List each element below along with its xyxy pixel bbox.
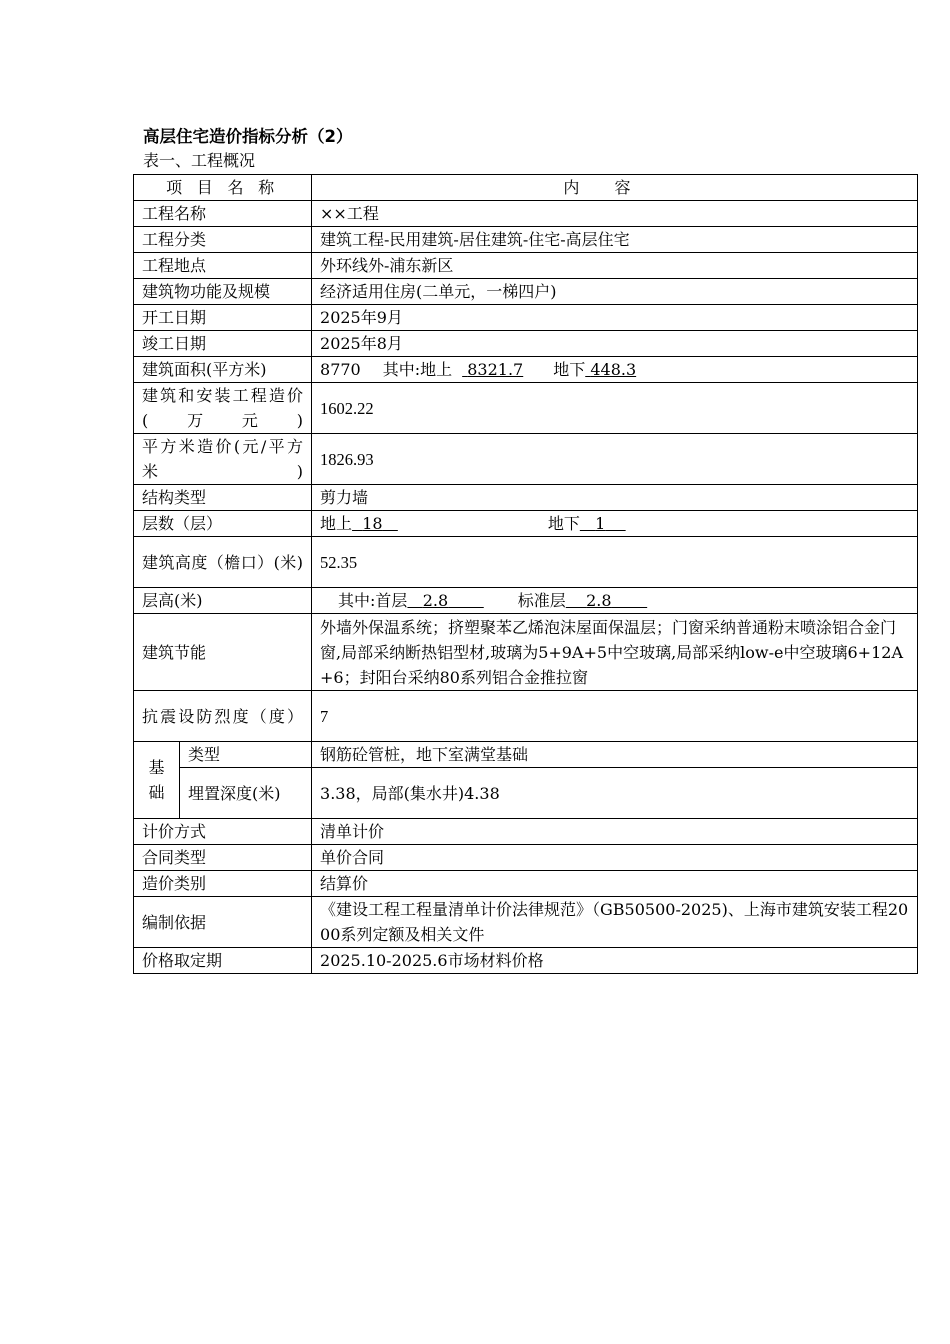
table-caption: 表一、工程概况 bbox=[143, 151, 256, 170]
label-seismic: 抗震设防烈度（度） bbox=[134, 691, 312, 742]
row-category bbox=[134, 227, 918, 253]
label-structure: 结构类型 bbox=[134, 485, 312, 511]
row-foundation-type bbox=[134, 742, 918, 768]
value-location: 外环线外-浦东新区 bbox=[312, 253, 918, 279]
value-cost-type: 结算价 bbox=[312, 871, 918, 897]
value-energy: 外墙外保温系统；挤塑聚苯乙烯泡沫屋面保温层；门窗采纳普通粉末喷涂铝合金门窗,局部采纳断热铝型材,玻璃为5+9A+5中空玻璃,局部采纳low-e中空玻璃6+12A+6；封阳台采纳80系列铝合金推拉窗 bbox=[312, 614, 918, 691]
row-contract bbox=[134, 845, 918, 871]
label-floors: 层数（层） bbox=[134, 511, 312, 537]
area-below-label: 地下 bbox=[553, 360, 586, 379]
row-pricing bbox=[134, 819, 918, 845]
label-basis: 编制依据 bbox=[134, 897, 312, 948]
label-area: 建筑面积(平方米) bbox=[134, 357, 312, 383]
floors-below: 1 bbox=[595, 514, 606, 533]
label-start-date: 开工日期 bbox=[134, 305, 312, 331]
row-function-scale bbox=[134, 279, 918, 305]
row-location bbox=[134, 253, 918, 279]
value-height: 52.35 bbox=[312, 537, 918, 588]
value-pricing: 清单计价 bbox=[312, 819, 918, 845]
label-category: 工程分类 bbox=[134, 227, 312, 253]
row-foundation-depth bbox=[134, 768, 918, 819]
row-project-name bbox=[134, 201, 918, 227]
value-price-period: 2025.10-2025.6市场材料价格 bbox=[312, 948, 918, 974]
document-title: 高层住宅造价指标分析（2） bbox=[143, 127, 353, 146]
label-cost-type: 造价类别 bbox=[134, 871, 312, 897]
header-item-name: 项 目 名 称 bbox=[134, 175, 312, 201]
value-foundation-depth: 3.38，局部(集水井)4.38 bbox=[312, 768, 918, 819]
value-seismic: 7 bbox=[312, 691, 918, 742]
project-overview-table bbox=[133, 174, 918, 974]
area-above-ground: 8321.7 bbox=[467, 360, 524, 379]
value-floors bbox=[312, 511, 918, 537]
label-energy: 建筑节能 bbox=[134, 614, 312, 691]
row-structure bbox=[134, 485, 918, 511]
value-contract: 单价合同 bbox=[312, 845, 918, 871]
floors-above: 18 bbox=[362, 514, 383, 533]
label-unit-cost: 平方米造价(元/平方米) bbox=[134, 434, 312, 485]
row-start-date bbox=[134, 305, 918, 331]
value-basis: 《建设工程工程量清单计价法律规范》（GB50500-2025)、上海市建筑安装工程2000系列定额及相关文件 bbox=[312, 897, 918, 948]
label-location: 工程地点 bbox=[134, 253, 312, 279]
row-area bbox=[134, 357, 918, 383]
value-function-scale: 经济适用住房(二单元，一梯四户) bbox=[312, 279, 918, 305]
value-structure: 剪力墙 bbox=[312, 485, 918, 511]
label-contract: 合同类型 bbox=[134, 845, 312, 871]
floor-height-first: 2.8 bbox=[422, 591, 449, 610]
label-height: 建筑高度（檐口）(米) bbox=[134, 537, 312, 588]
label-project-name: 工程名称 bbox=[134, 201, 312, 227]
floor-height-std-label: 标准层 bbox=[517, 591, 566, 610]
row-height bbox=[134, 537, 918, 588]
row-price-period bbox=[134, 948, 918, 974]
label-foundation-type: 类型 bbox=[180, 742, 312, 768]
row-energy bbox=[134, 614, 918, 691]
table-header-row bbox=[134, 175, 918, 201]
row-end-date bbox=[134, 331, 918, 357]
value-area bbox=[312, 357, 918, 383]
value-foundation-type: 钢筋砼管桩，地下室满堂基础 bbox=[312, 742, 918, 768]
label-cost: 建筑和安装工程造价(万元) bbox=[134, 383, 312, 434]
value-project-name: ××工程 bbox=[312, 201, 918, 227]
row-basis bbox=[134, 897, 918, 948]
label-end-date: 竣工日期 bbox=[134, 331, 312, 357]
label-price-period: 价格取定期 bbox=[134, 948, 312, 974]
area-below-ground: 448.3 bbox=[590, 360, 637, 379]
row-floor-height bbox=[134, 588, 918, 614]
row-seismic bbox=[134, 691, 918, 742]
label-function-scale: 建筑物功能及规模 bbox=[134, 279, 312, 305]
header-content-label: 内容 bbox=[563, 178, 666, 197]
value-start-date: 2025年9月 bbox=[312, 305, 918, 331]
value-category: 建筑工程-民用建筑-居住建筑-住宅-高层住宅 bbox=[312, 227, 918, 253]
value-end-date: 2025年8月 bbox=[312, 331, 918, 357]
floor-height-std: 2.8 bbox=[586, 591, 612, 610]
row-unit-cost bbox=[134, 434, 918, 485]
value-unit-cost: 1826.93 bbox=[312, 434, 918, 485]
row-floors bbox=[134, 511, 918, 537]
header-content bbox=[312, 175, 918, 201]
floor-height-of-which-label: 其中:首层 bbox=[338, 591, 408, 610]
row-cost bbox=[134, 383, 918, 434]
value-floor-height bbox=[312, 588, 918, 614]
area-total: 8770 bbox=[320, 360, 361, 379]
label-pricing: 计价方式 bbox=[134, 819, 312, 845]
area-of-which-label: 其中:地上 bbox=[382, 360, 453, 379]
value-cost: 1602.22 bbox=[312, 383, 918, 434]
floors-below-label: 地下 bbox=[547, 514, 580, 533]
label-floor-height: 层高(米) bbox=[134, 588, 312, 614]
label-foundation: 基础 bbox=[134, 742, 180, 819]
floors-above-label: 地上 bbox=[320, 514, 353, 533]
label-foundation-depth: 埋置深度(米) bbox=[180, 768, 312, 819]
row-cost-type bbox=[134, 871, 918, 897]
